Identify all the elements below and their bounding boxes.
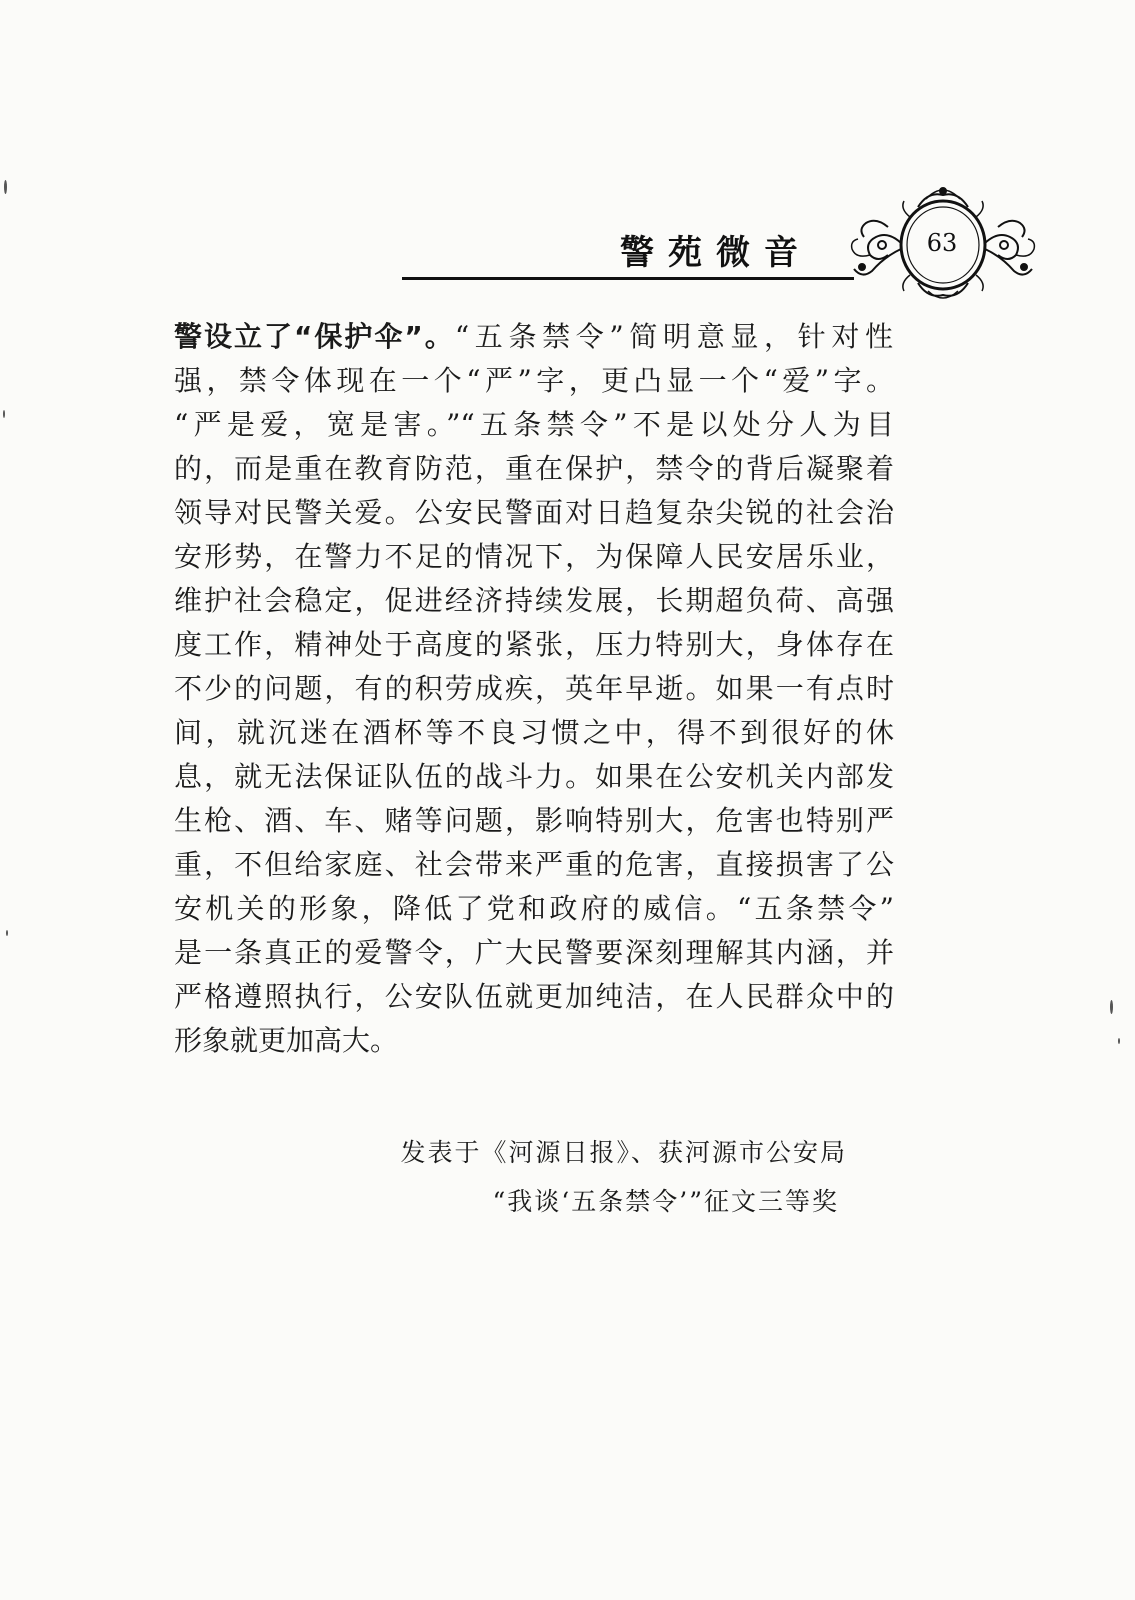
award-note: “我谈‘五条禁令’”征文三等奖 [492,1187,839,1216]
body-line: 领导对民警关爱。公安民警面对日趋复杂尖锐的社会治 [174,496,894,529]
lead-rest-text: “五条禁令”简明意显，针对性 [454,320,894,353]
body-line: “严是爱，宽是害。”“五条禁令”不是以处分人为目 [174,408,894,441]
body-line: 不少的问题，有的积劳成疾，英年早逝。如果一有点时 [174,672,894,705]
body-line: 重，不但给家庭、社会带来严重的危害，直接损害了公 [174,848,894,881]
body-line: 严格遵照执行，公安队伍就更加纯洁，在人民群众中的 [174,980,894,1013]
body-line: 维护社会稳定，促进经济持续发展，长期超负荷、高强 [174,584,894,617]
body-line: 度工作，精神处于高度的紧张，压力特别大，身体存在 [174,628,894,661]
body-last-line: 形象就更加高大。 [174,1024,399,1057]
body-line: 生枪、酒、车、赌等问题，影响特别大，危害也特别严 [174,804,894,837]
body-line: 安机关的形象，降低了党和政府的威信。“五条禁令” [174,892,894,925]
scan-speck [1118,1038,1120,1044]
body-line: 安形势，在警力不足的情况下，为保障人民安居乐业， [174,540,894,573]
header-rule [402,277,854,280]
article-body [174,315,894,1063]
publication-note: 发表于《河源日报》、获河源市公安局 [400,1138,847,1167]
body-line: 强，禁令体现在一个“严”字，更凸显一个“爱”字。 [174,364,894,397]
bold-lead-text: 警设立了“保护伞”。 [174,320,455,353]
scan-speck [4,180,7,194]
section-title: 警苑微音 [620,233,812,273]
body-line: 的，而是重在教育防范，重在保护，禁令的背后凝聚着 [174,452,894,485]
scan-speck [6,930,8,936]
scan-speck [1110,1000,1113,1014]
body-line: 间，就沉迷在酒杯等不良习惯之中，得不到很好的休 [174,716,894,749]
body-line: 息，就无法保证队伍的战斗力。如果在公安机关内部发 [174,760,894,793]
body-line: 是一条真正的爱警令，广大民警要深刻理解其内涵，并 [174,936,894,969]
scan-speck [3,410,5,418]
page-number: 63 [926,229,958,257]
body-line [174,315,894,359]
